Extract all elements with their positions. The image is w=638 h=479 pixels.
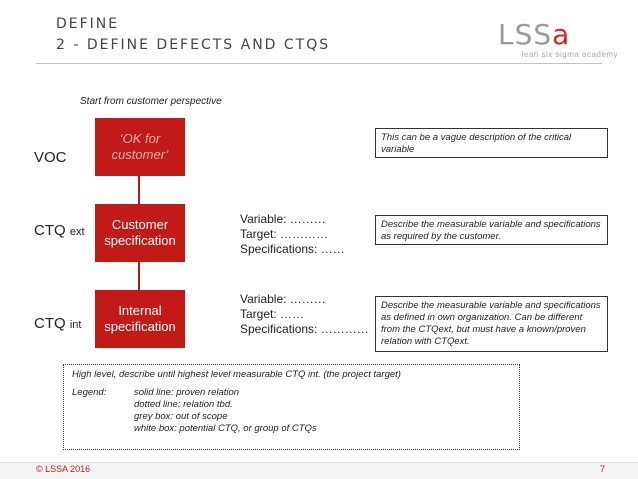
ctq-int-specs bbox=[240, 292, 369, 337]
legend-item: white box: potential CTQ, or group of CTQs bbox=[134, 423, 317, 434]
legend-item: dotted line: relation tbd. bbox=[134, 399, 233, 410]
logo-tagline: lean six sigma academy bbox=[521, 50, 618, 59]
row-label-voc bbox=[34, 149, 67, 166]
legend-key: Legend: bbox=[72, 387, 107, 398]
ctq-ext-note-box: Describe the measurable variable and specifications as required by the customer. bbox=[375, 215, 608, 245]
ctq-ext-label: CTQ bbox=[34, 222, 66, 239]
ctq-int-suffix: int bbox=[69, 319, 82, 331]
connector-customer-to-internal bbox=[138, 262, 140, 290]
footer-bar bbox=[0, 462, 638, 479]
section-title: DEFINE bbox=[56, 16, 120, 32]
logo-text-red: a bbox=[552, 18, 571, 51]
ext-variable: Variable: ……… bbox=[240, 212, 326, 226]
connector-ok-to-customer bbox=[138, 176, 140, 204]
int-box-line2: specification bbox=[104, 319, 176, 334]
int-variable: Variable: ……… bbox=[240, 292, 326, 306]
ok-box-line2: customer’ bbox=[111, 147, 169, 162]
ext-specifications: Specifications: …… bbox=[240, 242, 345, 256]
header-divider bbox=[36, 63, 602, 64]
legend-box bbox=[63, 364, 520, 450]
ok-box-line1: ‘OK for bbox=[119, 131, 161, 146]
perspective-note: Start from customer perspective bbox=[80, 96, 222, 107]
cust-box-line1: Customer bbox=[111, 217, 169, 232]
ctq-int-label: CTQ bbox=[34, 315, 66, 332]
copyright-text: © LSSA 2016 bbox=[36, 464, 91, 474]
voc-label: VOC bbox=[34, 149, 67, 166]
ok-for-customer-box bbox=[95, 118, 185, 176]
legend-item: grey box: out of scope bbox=[134, 411, 228, 422]
logo-text-grey: LSS bbox=[498, 18, 553, 51]
ctq-ext-suffix: ext bbox=[69, 226, 85, 238]
row-label-ctq-int bbox=[34, 315, 81, 332]
ctq-ext-specs bbox=[240, 212, 345, 257]
cust-box-line2: specification bbox=[104, 233, 176, 248]
ext-target: Target: ………… bbox=[240, 227, 329, 241]
int-specifications: Specifications: ………… bbox=[240, 322, 369, 336]
legend-item: solid line: proven relation bbox=[134, 387, 240, 398]
int-target: Target: …… bbox=[240, 307, 305, 321]
slide-title: 2 - DEFINE DEFECTS AND CTQS bbox=[56, 37, 331, 53]
page-number: 7 bbox=[600, 464, 606, 474]
internal-specification-box bbox=[95, 290, 185, 348]
voc-note-box: This can be a vague description of the critical variable bbox=[375, 128, 608, 158]
customer-specification-box bbox=[95, 204, 185, 262]
lssa-logo bbox=[498, 20, 620, 62]
int-box-line1: Internal bbox=[118, 303, 162, 318]
legend-title: High level, describe until highest level measurable CTQ int. (the project target) bbox=[72, 369, 401, 380]
row-label-ctq-ext bbox=[34, 222, 85, 239]
ctq-int-note-box: Describe the measurable variable and specifications as defined in own organization. Can be different from the CTQext, but must have a known/proven relation with CTQext. bbox=[375, 296, 608, 352]
